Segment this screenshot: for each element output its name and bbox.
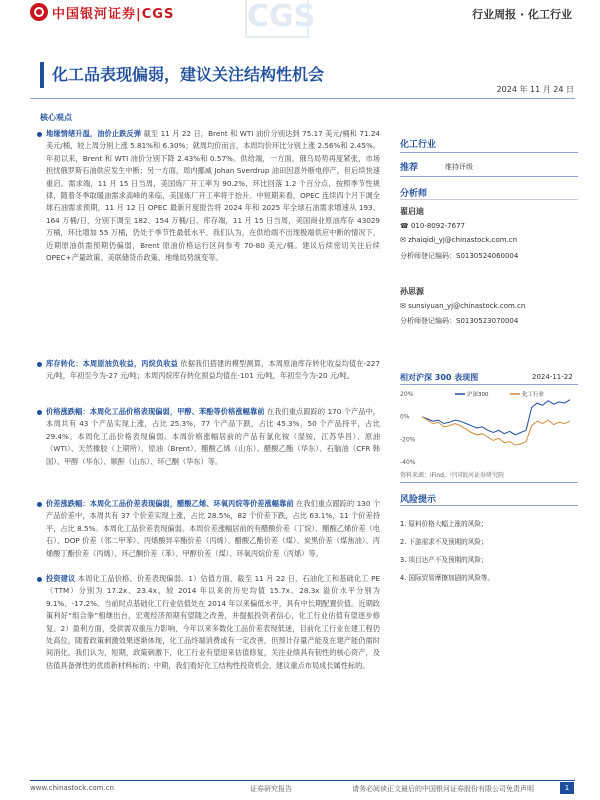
industry-label: 化工行业 bbox=[400, 140, 437, 150]
header-divider bbox=[30, 98, 575, 99]
paragraph-text: 在我们重点跟踪的 170 个产品中，本周共有 43 个产品实现上涨，占比 25.3%，77 个产品下跌，占比 45.3%，50 个产品持平，占比 29.4%。本周化工品价格表现偏弱。本周价格涨幅居前的产品有氯化铵（湿铵，江苏华昌）、原油（WTI）、天然橡胶（上期所）、原油（Brent）、醋酸乙烯（山东）、醋酸乙酯（华东）、石脑油（CFR 韩国）、甲醇（华东）、顺酐（山东）、环己酮（华东）等。 bbox=[46, 407, 380, 466]
risk-item: 4. 国际贸易摩擦加剧的风险等。 bbox=[400, 574, 495, 582]
sidebar-divider bbox=[400, 152, 578, 153]
phone-icon: ☎ bbox=[400, 222, 411, 230]
report-date: 2024 年 11 月 24 日 bbox=[496, 85, 574, 94]
analyst2-email[interactable]: sunsiyuan_yj@chinastock.com.cn bbox=[408, 302, 526, 310]
paragraph-lead: 地缘情绪升温，油价止跌反弹 bbox=[46, 129, 142, 138]
paragraph-lead: 价格涨跌幅：本周化工品价格表现偏弱，甲醇、苯酚等价格涨幅靠前 bbox=[46, 407, 265, 416]
bullet-icon bbox=[37, 132, 42, 137]
analyst2-cert: 分析师登记编码：S0130523070004 bbox=[400, 317, 519, 325]
email-icon: ✉ bbox=[400, 236, 409, 244]
email-icon: ✉ bbox=[400, 302, 409, 310]
analyst1-phone: 010-8092-7677 bbox=[410, 222, 465, 230]
bullet-icon bbox=[37, 577, 42, 582]
paragraph-oil-price bbox=[46, 128, 380, 353]
footer-disclaimer: 请务必阅读正文最后的中国银河证券股份有限公司免责声明 bbox=[352, 785, 534, 793]
sidebar-divider bbox=[400, 505, 578, 506]
paragraph-text: 本周化工品价格、价差表现偏弱。1）估值方面，截至 11 月 22 日，石油化工和基础化工 PE（TTM）分别为 17.2x、23.4x，较 2014 年以来的历史均值 15.7x、28.3x 溢价水平分别为 9.1%、-17.2%。当前时点基础化工行业估值处在 2014 年以来偏低水平，具有中长期配置价值。近期政策利好“组合拳”相继出台，宏观经济预期有望随之改善，并提振投资者信心，化工行业估值有望逐步修复。2）盈利方面，受供需双重压力影响，今年以来多数化工品价差表现低迷，目前化工行业在建工程仍处高位，随着政策刺激效果逐渐体现，化工品终端消费或有一定改善，但预计存量产能及在建产能仍需时间消化。我们认为，短期，政策刺激下，化工行业有望迎来估值修复，关注业绩具有韧性的核心资产，及估值具备弹性的优质新材料标的；中期，我们看好化工结构性投资机会，建议重点布局成长属性标的。 bbox=[46, 574, 380, 670]
company-logo-text: 中国银河证券|CGS bbox=[52, 7, 175, 22]
bullet-icon bbox=[37, 502, 42, 507]
paragraph-text: 依据我们搭建的模型测算，本周原油库存转化收益均值在-227 元/吨，年初至今为-27 元/吨；本周丙烷库存转化损益均值在-101 元/吨，年初至今为-20 元/吨。 bbox=[46, 359, 380, 381]
legend-label: 沪深300 bbox=[467, 392, 489, 398]
paragraph-investment bbox=[46, 573, 380, 773]
paragraph-text: 在我们重点跟踪的 130 个产品价差中，本周共有 37 个价差实现上涨，占比 28.5%，82 个价差下跌，占比 63.1%，11 个价差持平，占比 8.5%。本周化工品价差表现偏弱。本周价差涨幅居前的有醋酸价差（丁烷）、醋酸乙烯价差（电石）、DOP 价差（邻二甲苯）、丙烯酸异辛酯价差（丙烯）、醋酸乙酯价差（煤）、炭黑价差（煤焦油）、丙烯酸丁酯价差（丙烯）、环己酮价差（苯）、甲醇价差（煤）、环氧丙烷价差（丙烯）等。 bbox=[46, 499, 380, 558]
core-view-label: 核心观点 bbox=[40, 113, 72, 122]
bullet-icon bbox=[37, 362, 42, 367]
chart-source: 资料来源：iFind，中国银河证券研究院 bbox=[400, 472, 504, 479]
series-line bbox=[422, 400, 570, 435]
analyst1-phone-row bbox=[400, 222, 465, 230]
y-tick-label: 0% bbox=[400, 413, 410, 421]
series-line bbox=[422, 417, 570, 445]
chart-title: 相对沪深 300 表现图 bbox=[400, 373, 479, 382]
analyst1-name: 翟启迪 bbox=[400, 207, 424, 216]
paragraph-lead: 价差涨跌幅：本周化工品价差表现偏弱，醋酸乙烯、环氧丙烷等价差涨幅靠前 bbox=[46, 499, 294, 508]
analyst1-cert: 分析师登记编码：S0130524060004 bbox=[400, 252, 519, 260]
sidebar-divider bbox=[400, 384, 578, 385]
risk-item: 2. 下游需求不及预期的风险； bbox=[400, 538, 488, 546]
analyst1-email-row bbox=[400, 236, 517, 244]
paragraph-spread-change bbox=[46, 498, 380, 570]
risk-item: 1. 原料价格大幅上涨的风险； bbox=[400, 520, 488, 528]
cgs-watermark: CGS bbox=[245, 0, 309, 38]
title-accent-bar bbox=[40, 62, 44, 88]
rating-label: 推荐 bbox=[400, 163, 419, 173]
y-tick-label: -20% bbox=[400, 436, 416, 444]
sidebar-divider bbox=[400, 176, 578, 177]
footer-site[interactable]: www.chinastock.com.cn bbox=[30, 784, 114, 792]
page-number: 1 bbox=[560, 782, 574, 794]
paragraph-lead: 投资建议 bbox=[46, 574, 76, 583]
paragraph-lead: 库存转化：本周原油负收益，丙烷负收益 bbox=[46, 359, 178, 368]
analyst-label: 分析师 bbox=[400, 189, 428, 199]
footer-type: 证券研究报告 bbox=[250, 785, 292, 793]
sidebar-divider bbox=[400, 199, 578, 200]
footer-divider bbox=[30, 780, 575, 781]
relative-performance-chart bbox=[400, 388, 576, 476]
y-tick-label: -40% bbox=[400, 459, 416, 466]
paragraph-price-change bbox=[46, 406, 380, 496]
bullet-icon bbox=[37, 410, 42, 415]
sidebar-divider bbox=[400, 482, 578, 483]
paragraph-inventory bbox=[46, 358, 380, 408]
chart-svg bbox=[400, 388, 576, 468]
analyst2-email-row bbox=[400, 302, 525, 310]
page-title: 化工品表现偏弱，建议关注结构性机会 bbox=[52, 65, 325, 84]
paragraph-text: 截至 11 月 22 日，Brent 和 WTI 油价分别达到 75.17 美元/桶和 71.24 美元/桶，较上周分别上涨 5.81%和 6.30%；就周均价而言，本周均价环比分别上涨 2.56%和 2.45%。年初以来，Brent 和 WTI 油价分别下降 2.43%和 0.57%。供给端，一方面，俄乌局势再度紧张，市场担忧俄罗斯石油供应发生中断；另一方面，周内挪威 Johan Sverdrup 油田因意外断电停产，但后续快速重启。需求端，11 月 15 日当周，美国炼厂开工率为 90.2%，环比回落 1.2 个百分点，按照季节性规律，随着冬季取暖油需求高峰的来临，美国炼厂开工率将于抬升。中短期来看，OPEC 连续四个月下调全球石油需求预期，11 月 12 日 OPEC 最新月度报告将 2024 年和 2025 年全球石油需求增速从 193、164 万桶/日，分别下调至 182、154 万桶/日。库存端，11 月 15 日当周，美国商业原油库存 43029 万桶，环比增加 55 万桶，仍处于季节性最低水平。我们认为，在供给端不出现极端供应中断的情况下，近期原油供需预期仍偏弱，Brent 原油价格运行区间参考 70-80 美元/桶。建议后续密切关注后续 OPEC+产量政策、美联储货币政策、地缘局势演变等。 bbox=[46, 129, 380, 263]
company-logo-icon bbox=[30, 3, 48, 21]
report-category: 行业周报 · 化工行业 bbox=[472, 8, 572, 21]
risk-title: 风险提示 bbox=[400, 495, 437, 505]
analyst2-name: 孙思源 bbox=[400, 287, 424, 296]
chart-date: 2024-11-22 bbox=[532, 373, 573, 381]
risk-item: 3. 项目达产不及预期的风险； bbox=[400, 556, 488, 564]
rating-value: 维持评级 bbox=[445, 163, 473, 171]
y-tick-label: 20% bbox=[400, 391, 414, 398]
legend-label: 化工行业 bbox=[522, 392, 545, 398]
analyst1-email[interactable]: zhaiqidi_yj@chinastock.com.cn bbox=[408, 236, 518, 244]
